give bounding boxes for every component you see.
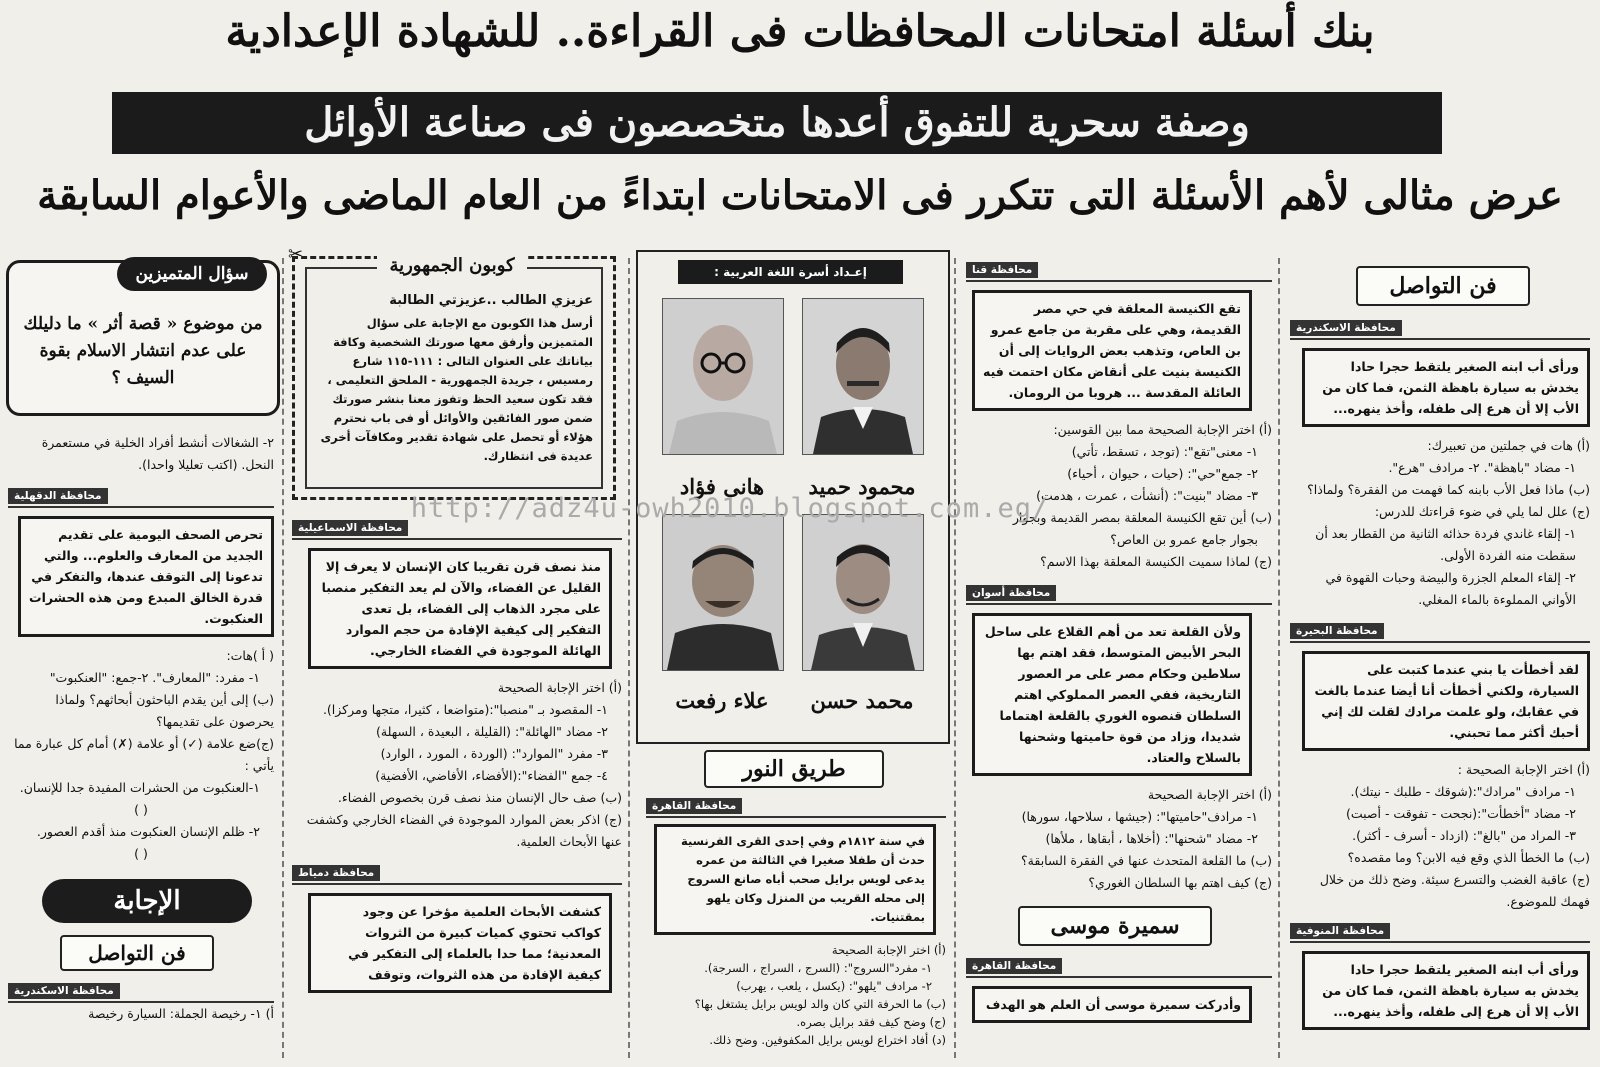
governorate-label xyxy=(646,794,946,818)
governorate-tag: محافظة الاسماعيلية xyxy=(292,520,408,536)
question-line: ١-العنكبوت من الحشرات المفيدة جدا للإنسان. xyxy=(19,780,260,795)
answer-title: الإجابة xyxy=(42,879,252,923)
passage-box: كشفت الأبحاث العلمية مؤخرا عن وجود كواكب تحتوي كميات كبيرة من الثروات المعدنية؛ مما حدا بالعلماء إلى التفكير في كيفية الإفادة من هذه الثروات، وتوقف xyxy=(308,893,612,993)
author-photo xyxy=(802,514,924,671)
question-line: ٢- إلقاء المعلم الجزرة والبيضة وحبات القهوة في الأواني المملوءة بالماء المغلي. xyxy=(1325,570,1576,607)
question-line: ٢- ظلم الإنسان العنكبوت منذ أقدم العصور. xyxy=(36,824,260,839)
question-line: ١- المقصود بـ "منصبا":(متواضعا ، كثيرا، متجها ومركزا). xyxy=(322,702,608,717)
question-line: (ب) أين تقع الكنيسة المعلقة بمصر القديمة وبجوار xyxy=(1012,510,1272,525)
question-line: ٤- جمع "الفضاء":(الأفضاء، الأفاضي، الأفضية) xyxy=(375,768,608,783)
question-line: (ج) لماذا سميت الكنيسة المعلقة بهذا الاسم؟ xyxy=(1040,554,1272,569)
question-line: ( ) xyxy=(134,802,148,817)
question-line: (أ) اختر الإجابة الصحيحة xyxy=(1147,787,1272,802)
question-line: (ج) عاقبة الغضب والتسرع سيئة. وضح ذلك من خلال فهمك للموضوع. xyxy=(1319,872,1590,909)
governorate-label xyxy=(292,861,622,885)
distinguished-question-box xyxy=(6,260,280,416)
author-photo xyxy=(802,298,924,455)
question-line: ٣- مفرد "الموارد": (الوردة ، المورد ، الوارد) xyxy=(380,746,608,761)
coupon-text: أرسل هذا الكوبون مع الإجابة على سؤال المتميزين وأرفق معها صورتك الشخصية وكافة بياناتك على العنوان التالى : ١١١-١١٥ شارع رمسيس ، جريدة الجمهورية - الملحق التعليمى ، فقد تكون سعيد الحظ وتفوز معنا بنشر صورتك ضمن صور الفائقين والأوائل أو فى باب نحترم هؤلاء أو تحصل على شهادة تقدير ومكافآت أخرى عديدة فى انتظارك. xyxy=(320,316,593,463)
column-2 xyxy=(966,258,1272,1063)
governorate-tag: محافظة الاسكندرية xyxy=(1290,320,1402,336)
passage-box: لقد أخطأت يا بني عندما كتبت على السيارة، ولكني أخطأت أنا أيضا عندما بالغت في عقابك، ولو علمت مرادك لقلت لك إني أحبك أكثر مما تحبني. xyxy=(1302,651,1590,751)
question-line: ١- إلقاء غاندي فردة حذائه الثانية من القطار بعد أن سقطت منه الفردة الأولى. xyxy=(1315,526,1576,563)
question-line: (أ) هات في جملتين من تعبيرك: xyxy=(1427,438,1590,453)
question-line: ١- مضاد "باهظة". ٢- مرادف "هرع". xyxy=(1388,460,1576,475)
section-title-samira-moussa: سميرة موسى xyxy=(1018,906,1212,946)
person-portrait-icon xyxy=(803,515,923,670)
distinguished-question-text: من موضوع « قصة أثر » ما دليلك على عدم انتشار الاسلام بقوة السيف ؟ xyxy=(23,314,263,388)
passage-box: ورأى أب ابنه الصغير يلتقط حجرا حادا يخدش به سيارة باهظة الثمن، فما كان من الأب إلا أن هرع إلى طفله، وأخذ ينهره... xyxy=(1302,951,1590,1030)
question-line: ٢- مضاد "الهائلة": (القليلة ، البعيدة ، السهلة) xyxy=(375,724,608,739)
question-line: ٣- مضاد "بنيت": (أنشأت ، عمرت ، هدمت) xyxy=(1036,488,1258,503)
question-line: (أ) اختر الإجابة الصحيحة مما بين القوسين: xyxy=(1053,422,1272,437)
question-line: (ب) ما القلعة المتحدث عنها في الفقرة السابقة؟ xyxy=(1021,853,1272,868)
question-line: (ب) ما الحرفة التي كان والد لويس برايل يشتغل بها؟ xyxy=(694,997,946,1011)
column-1 xyxy=(1290,262,1590,1062)
governorate-label xyxy=(1290,316,1590,340)
question-line: ١- مفرد"السروج": (السرج ، السراج ، السرجة). xyxy=(704,961,932,975)
question-line: ٢- الشغالات أنشط أفراد الخلية في مستعمرة النحل. (اكتب تعليلا واحدا). xyxy=(41,435,274,472)
column-divider xyxy=(628,258,630,1058)
passage-box: منذ نصف قرن تقريبا كان الإنسان لا يعرف إلا القليل عن الفضاء، والآن لم يعد التفكير منصبا على مجرد الذهاب إلى الفضاء، بل تعدى التفكير إلى كيفية الإفادة من حجم الموارد الهائلة الموجودة في الفضاء الخارجي. xyxy=(308,548,612,669)
question-line: (أ) اختر الإجابة الصحيحة xyxy=(497,680,622,695)
question-line: ٣- المراد من "بالغ": (ازداد - أسرف - أكثر). xyxy=(1352,828,1576,843)
column-4 xyxy=(292,516,622,1061)
question-line: ١- مفرد: "المعارف". ٢-جمع: "العنكبوت" xyxy=(49,670,260,685)
question-list xyxy=(966,784,1272,894)
coupon-title: كوبون الجمهورية xyxy=(377,256,527,275)
question-line: (ج)ضع علامة (✓) أو علامة (✗) أمام كل عبارة مما يأتي : xyxy=(14,736,274,773)
governorate-tag: محافظة المنوفية xyxy=(1290,923,1390,939)
author-photo xyxy=(662,514,784,671)
governorate-label xyxy=(8,484,274,508)
question-line: (د) أفاد اختراع لويس برايل المكفوفين. وضح ذلك. xyxy=(709,1033,946,1047)
answer-section-title: فن التواصل xyxy=(60,935,214,971)
author-name: هانى فؤاد xyxy=(679,474,765,499)
person-portrait-icon xyxy=(803,299,923,454)
author-name: علاء رفعت xyxy=(675,688,769,713)
author-name: محمود حميد xyxy=(808,474,916,499)
passage-box: تقع الكنيسة المعلقة في حي مصر القديمة، وهي على مقربة من جامع عمرو بن العاص، وتذهب بعض الروايات إلى أن الكنيسة بنيت على أنقاض مكان احتمت فيه العائلة المقدسة ... هروبا من الرومان. xyxy=(972,290,1252,411)
governorate-label xyxy=(966,258,1272,282)
question-list xyxy=(292,677,622,853)
passage-box: تحرص الصحف اليومية على تقديم الجديد من المعارف والعلوم... والتي تدعونا إلى التوقف عندها، والتفكر في قدرة الخالق المبدع ومن هذه الحشرات العنكبوت. xyxy=(18,516,274,637)
question-line: (ب) إلى أين يقدم الباحثون أبحاثهم؟ ولماذا يحرصون على تقديمها؟ xyxy=(55,692,274,729)
governorate-label xyxy=(8,979,274,1003)
passage-box: ورأى أب ابنه الصغير يلتقط حجرا حادا يخدش به سيارة باهظة الثمن، فما كان من الأب إلا أن هرع إلى طفله، وأخذ ينهره... xyxy=(1302,348,1590,427)
passage-box: وأدركت سميرة موسى أن العلم هو الهدف xyxy=(972,986,1252,1023)
governorate-label xyxy=(966,954,1272,978)
passage-box: في سنة ١٨١٢م وفي إحدى القرى الفرنسية حدث أن طفلا صغيرا في الثالثة من عمره يدعى لويس برايل صحب أباه صانع السروج إلى محله القريب من المنزل وكان يلهو بمقتنيات. xyxy=(654,824,936,935)
question-line: ١- مرادف "مرادك":(شوقك - طلبك - نيتك). xyxy=(1350,784,1576,799)
question-line: بجوار جامع عمرو بن العاص؟ xyxy=(1110,532,1258,547)
section-title-art-of-communication: فن التواصل xyxy=(1356,266,1530,306)
governorate-label xyxy=(1290,619,1590,643)
question-line: ٢- مرادف "يلهو": (يكسل ، يلعب ، يهرب) xyxy=(736,979,932,993)
column-divider xyxy=(954,258,956,1058)
author-name: محمد حسن xyxy=(810,688,914,713)
governorate-tag: محافظة الاسكندرية xyxy=(8,983,120,999)
question-line: (ج) كيف اهتم بها السلطان الغوري؟ xyxy=(1088,875,1272,890)
governorate-tag: محافظة أسوان xyxy=(966,585,1056,601)
watermark-url: http://adz4u-owh2010.blogspot.com.eg/ xyxy=(410,493,1050,524)
subtitle-band: وصفة سحرية للتفوق أعدها متخصصون فى صناعة الأوائل xyxy=(112,92,1442,154)
column-divider xyxy=(1278,258,1280,1058)
governorate-tag: محافظة البحيرة xyxy=(1290,623,1384,639)
question-line: (ج) اذكر بعض الموارد الموجودة في الفضاء الخارجي وكشفت عنها الأبحاث العلمية. xyxy=(306,812,622,849)
question-line: (ب) صف حال الإنسان منذ نصف قرن بخصوص الفضاء. xyxy=(337,790,622,805)
governorate-label xyxy=(966,581,1272,605)
governorate-tag: محافظة القاهرة xyxy=(966,958,1062,974)
question-line: ٢- جمع"حي": (حيات ، حيوان ، أحياء) xyxy=(1067,466,1258,481)
question-line: (ج) وضح كيف فقد برايل بصره. xyxy=(796,1015,946,1029)
question-line: ١- معنى"تقع": (توجد ، تسقط، تأتي) xyxy=(1071,444,1258,459)
column-5 xyxy=(8,432,274,1062)
prep-label: إعـداد أسرة اللغة العربية : xyxy=(678,260,903,284)
question-list xyxy=(646,941,946,1049)
question-line: (ب) ما الخطأ الذي وقع فيه الابن؟ وما مقصده؟ xyxy=(1347,850,1590,865)
question-list xyxy=(1290,759,1590,913)
coupon-greeting: عزيزي الطالب ..عزيزتي الطالبة xyxy=(389,293,593,308)
coupon-body xyxy=(305,255,603,489)
passage-box: ولأن القلعة تعد من أهم القلاع على ساحل البحر الأبيض المتوسط، فقد اهتم بها سلاطين وحكام مصر على مر العصور التاريخية، ففي العصر المملوكي اهتم السلطان قنصوه الغوري بالقلعة اهتماما شديدا، وزاد من قوة حاميتها وشحنها بالسلاح والعتاد. xyxy=(972,613,1252,776)
person-portrait-icon xyxy=(663,515,783,670)
person-portrait-icon xyxy=(663,299,783,454)
governorate-tag: محافظة قنا xyxy=(966,262,1038,278)
headline: بنك أسئلة امتحانات المحافظات فى القراءة.. للشهادة الإعدادية xyxy=(225,6,1375,57)
distinguished-question-title: سؤال المتميزين xyxy=(117,257,267,291)
governorate-tag: محافظة القاهرة xyxy=(646,798,742,814)
column-divider xyxy=(282,258,284,1058)
author-photo xyxy=(662,298,784,455)
question-line: ٢- مضاد "شحنها": (أخلاها ، أبقاها ، ملأها) xyxy=(1045,831,1258,846)
scissors-icon: ✂ xyxy=(288,244,304,265)
governorate-label xyxy=(1290,919,1590,943)
question-line: (ب) ماذا فعل الأب بابنه كما فهمت من الفقرة؟ ولماذا؟ xyxy=(1307,482,1590,497)
answer-line: أ) ١- رخيصة الجملة: السيارة رخيصة xyxy=(88,1006,274,1021)
governorate-tag: محافظة دمياط xyxy=(292,865,380,881)
coupon xyxy=(292,256,616,500)
question-line: ( أ )هات: xyxy=(226,648,274,663)
question-list xyxy=(1290,435,1590,611)
column-3-lower xyxy=(646,750,946,1060)
question-list xyxy=(8,645,274,865)
question-line: ٢- مضاد "أخطأت":(نجحت - تفوقت - أصبت) xyxy=(1345,806,1576,821)
governorate-tag: محافظة الدقهلية xyxy=(8,488,108,504)
question-line: ( ) xyxy=(134,846,148,861)
subheadline: عرض مثالى لأهم الأسئلة التى تتكرر فى الامتحانات ابتداءً من العام الماضى والأعوام السابقة xyxy=(37,172,1563,219)
question-line: (أ) اختر الإجابة الصحيحة : xyxy=(1457,762,1590,777)
question-line: (أ) اختر الإجابة الصحيحة xyxy=(831,943,946,957)
question-line: (ج) علل لما يلي في ضوء قراءتك للدرس: xyxy=(1374,504,1590,519)
section-title-path-of-light: طريق النور xyxy=(704,750,884,788)
question-line: ١- مرادف"حاميتها": (جيشها ، سلاحها، سورها) xyxy=(1021,809,1258,824)
